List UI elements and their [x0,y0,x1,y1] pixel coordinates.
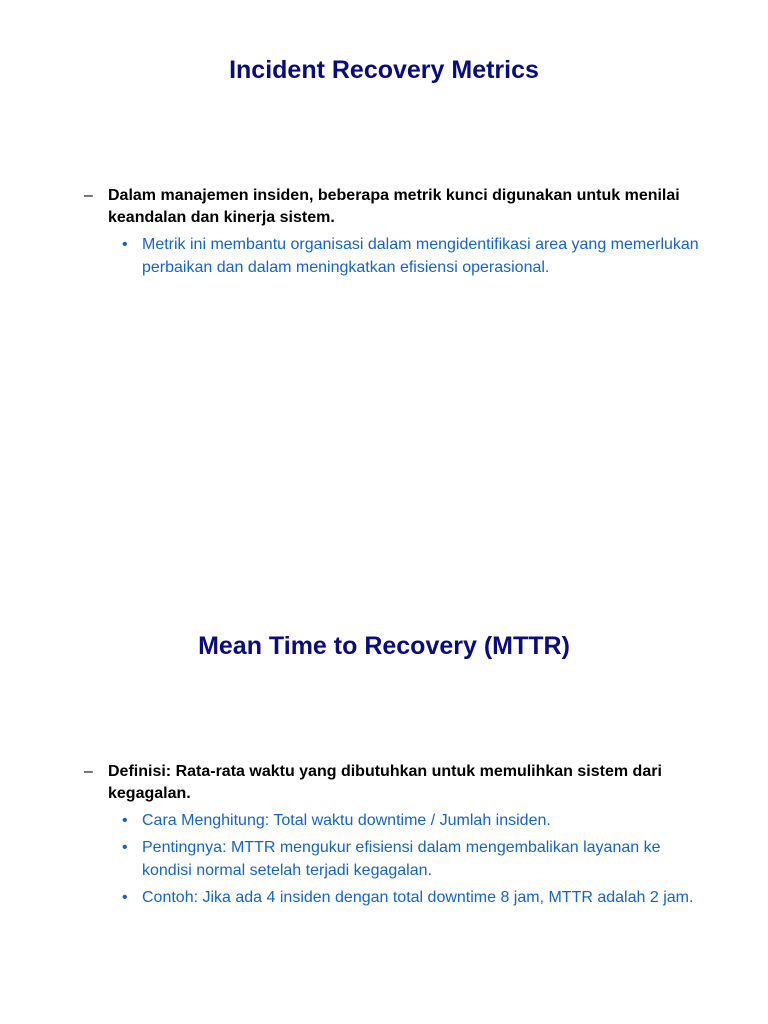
bullet-item [84,761,714,909]
slide-2 [0,576,768,1024]
bullet-text: Definisi: Rata-rata waktu yang dibutuhkan untuk memulihkan sistem dari kegagalan. [108,763,662,802]
sub-bullet-text: Metrik ini membantu organisasi dalam mengidentifikasi area yang memerlukan perbaikan dan dalam meningkatkan efisiensi operasional. [142,236,699,276]
sub-bullet-text: Contoh: Jika ada 4 insiden dengan total downtime 8 jam, MTTR adalah 2 jam. [142,889,694,906]
sub-bullet-text: Pentingnya: MTTR mengukur efisiensi dalam mengembalikan layanan ke kondisi normal setelah terjadi kegagalan. [142,839,661,879]
dot-marker: • [122,889,128,906]
dot-marker: • [122,812,128,829]
bullet-text: Dalam manajemen insiden, beberapa metrik kunci digunakan untuk menilai keandalan dan kinerja sistem. [108,187,680,226]
bullet-item [84,185,714,279]
slide-title: Mean Time to Recovery (MTTR) [198,632,570,660]
sub-bullet-item [108,809,714,832]
dash-marker: – [84,187,93,204]
sub-bullet-item [108,836,714,882]
dot-marker: • [122,236,128,253]
sub-bullet-item [108,233,714,279]
dot-marker: • [122,839,128,856]
sub-bullet-list [108,809,714,909]
slide-title: Incident Recovery Metrics [229,56,539,84]
dash-marker: – [84,763,93,780]
bullet-list [84,761,714,913]
bullet-list [84,185,714,283]
sub-bullet-list [108,233,714,279]
sub-bullet-item [108,886,714,909]
sub-bullet-text: Cara Menghitung: Total waktu downtime / Jumlah insiden. [142,812,551,829]
